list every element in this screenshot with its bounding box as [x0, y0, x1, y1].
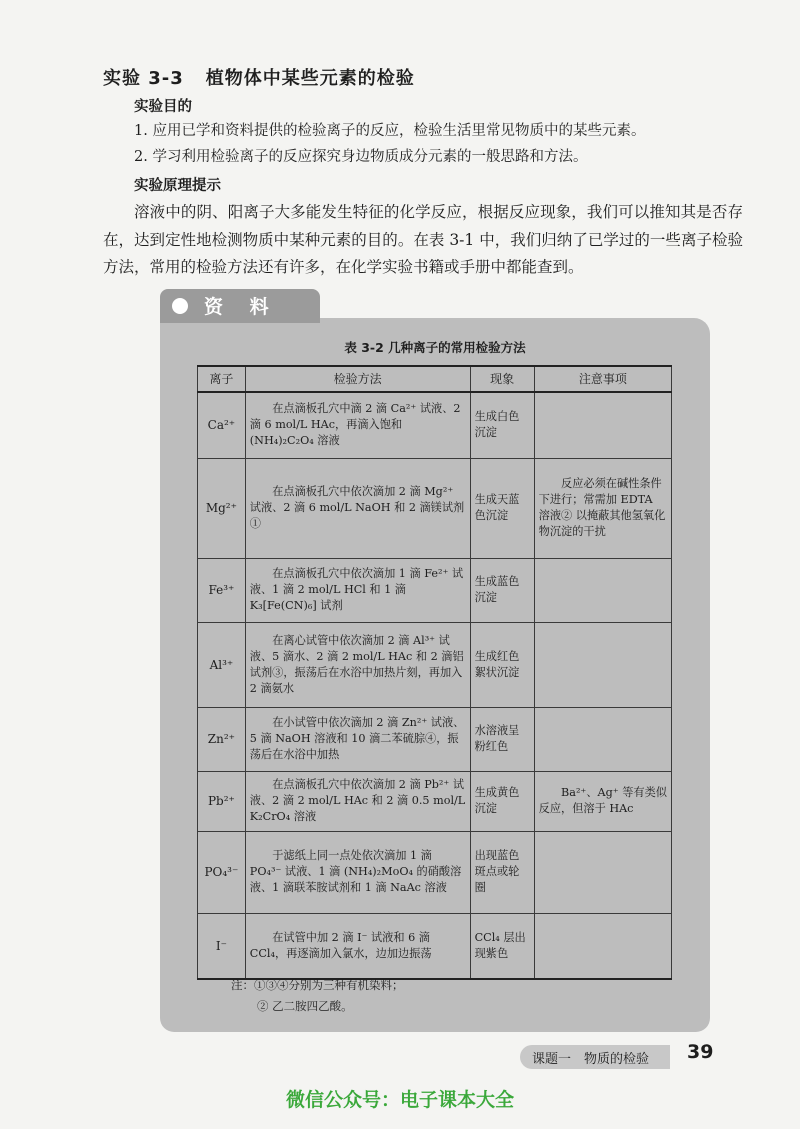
purpose-item-2: 2. 学习利用检验离子的反应探究身边物质成分元素的一般思路和方法。 [134, 149, 588, 165]
principle-heading: 实验原理提示 [134, 178, 221, 194]
method-cell: 在试管中加 2 滴 I⁻ 试液和 6 滴 CCl₄，再逐滴加入氯水，边加边振荡 [245, 913, 470, 979]
note-cell: Ba²⁺、Ag⁺ 等有类似反应，但溶于 HAc [534, 771, 671, 831]
method-cell: 在点滴板孔穴中滴 2 滴 Ca²⁺ 试液、2 滴 6 mol/L HAc，再滴入饱和 (NH₄)₂C₂O₄ 溶液 [245, 392, 470, 458]
phenomenon-cell: 出现蓝色斑点或轮圈 [470, 831, 534, 913]
col-header-note: 注意事项 [534, 366, 671, 392]
table-row [198, 831, 672, 913]
note-cell [534, 913, 671, 979]
bullet-icon [172, 298, 188, 314]
purpose-item-1: 1. 应用已学和资料提供的检验离子的反应，检验生活里常见物质中的某些元素。 [134, 123, 646, 139]
col-header-ion: 离子 [198, 366, 246, 392]
method-cell: 在离心试管中依次滴加 2 滴 Al³⁺ 试液、5 滴水、2 滴 2 mol/L HAc 和 2 滴铝试剂③，振荡后在水浴中加热片刻，再加入 2 滴氨水 [245, 622, 470, 707]
watermark-text: 微信公众号：电子课本大全 [285, 1089, 514, 1111]
table-row [198, 771, 672, 831]
ion-cell: I⁻ [198, 913, 246, 979]
ion-cell: Mg²⁺ [198, 458, 246, 558]
phenomenon-cell: CCl₄ 层出现紫色 [470, 913, 534, 979]
phenomenon-cell: 生成天蓝色沉淀 [470, 458, 534, 558]
table-row [198, 707, 672, 771]
chapter-footer [520, 1045, 670, 1069]
phenomenon-cell: 生成黄色沉淀 [470, 771, 534, 831]
method-cell: 在点滴板孔穴中依次滴加 1 滴 Fe²⁺ 试液、1 滴 2 mol/L HCl 和 1 滴 K₃[Fe(CN)₆] 试剂 [245, 558, 470, 622]
table-header-row [198, 366, 672, 392]
experiment-name: 植物体中某些元素的检验 [205, 68, 415, 89]
chapter-label: 课题一 物质的检验 [532, 1052, 650, 1067]
resource-tab-label: 资 料 [204, 296, 279, 318]
method-cell: 在点滴板孔穴中依次滴加 2 滴 Mg²⁺ 试液、2 滴 6 mol/L NaOH 和 2 滴镁试剂① [245, 458, 470, 558]
table-note-1: 注：①③④分别为三种有机染料； [231, 978, 404, 992]
experiment-title [103, 64, 415, 90]
ion-cell: Ca²⁺ [198, 392, 246, 458]
table-row [198, 558, 672, 622]
purpose-heading: 实验目的 [134, 99, 192, 115]
note-cell [534, 831, 671, 913]
ion-cell: Fe³⁺ [198, 558, 246, 622]
table-note-2: ② 乙二胺四乙酸。 [257, 999, 353, 1013]
phenomenon-cell: 生成红色絮状沉淀 [470, 622, 534, 707]
table-row [198, 913, 672, 979]
method-cell: 在点滴板孔穴中依次滴加 2 滴 Pb²⁺ 试液、2 滴 2 mol/L HAc 和 2 滴 0.5 mol/L K₂CrO₄ 溶液 [245, 771, 470, 831]
phenomenon-cell: 水溶液呈粉红色 [470, 707, 534, 771]
col-header-phenomenon: 现象 [470, 366, 534, 392]
resource-tab [160, 289, 320, 323]
note-cell [534, 707, 671, 771]
note-cell: 反应必须在碱性条件下进行；常需加 EDTA 溶液② 以掩蔽其他氢氧化物沉淀的干扰 [534, 458, 671, 558]
table-row [198, 622, 672, 707]
note-cell [534, 558, 671, 622]
page-number: 39 [687, 1041, 714, 1063]
ion-cell: Zn²⁺ [198, 707, 246, 771]
method-cell: 在小试管中依次滴加 2 滴 Zn²⁺ 试液、5 滴 NaOH 溶液和 10 滴二苯硫腙④，振荡后在水浴中加热 [245, 707, 470, 771]
col-header-method: 检验方法 [245, 366, 470, 392]
principle-paragraph: 溶液中的阴、阳离子大多能发生特征的化学反应，根据反应现象，我们可以推知其是否存在，达到定性地检测物质中某种元素的目的。在表 3-1 中，我们归纳了已学过的一些离子检验方法，常用的检验方法还有许多，在化学实验书籍或手册中都能查到。 [103, 203, 743, 276]
table-row [198, 458, 672, 558]
note-cell [534, 392, 671, 458]
method-cell: 于滤纸上同一点处依次滴加 1 滴 PO₄³⁻ 试液、1 滴 (NH₄)₂MoO₄ 的硝酸溶液、1 滴联苯胺试剂和 1 滴 NaAc 溶液 [245, 831, 470, 913]
phenomenon-cell: 生成白色沉淀 [470, 392, 534, 458]
note-cell [534, 622, 671, 707]
phenomenon-cell: 生成蓝色沉淀 [470, 558, 534, 622]
ion-cell: PO₄³⁻ [198, 831, 246, 913]
table-caption: 表 3-2 几种离子的常用检验方法 [344, 340, 526, 355]
table-row [198, 392, 672, 458]
experiment-number: 实验 3-3 [103, 68, 184, 89]
ion-cell: Pb²⁺ [198, 771, 246, 831]
ion-cell: Al³⁺ [198, 622, 246, 707]
ion-test-table [197, 365, 672, 980]
